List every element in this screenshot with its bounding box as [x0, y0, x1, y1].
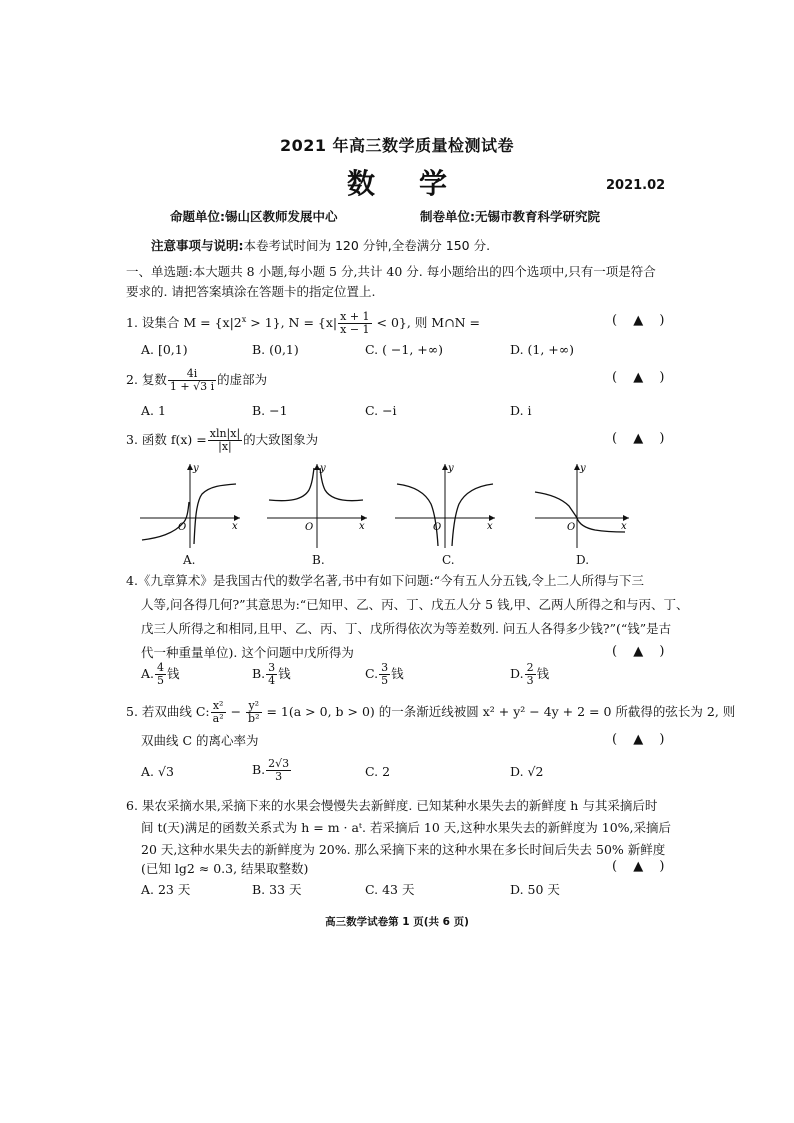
- q3-graph-c: [393, 462, 503, 550]
- question-4-line1: 4.《九章算术》是我国古代的数学名著,书中有如下问题:“今有五人分五钱,令上二人所得与下三: [126, 573, 644, 588]
- q4b-denominator: 4: [268, 674, 276, 687]
- q3b-x-label: x: [359, 521, 365, 532]
- q5-numerator-2: y²: [246, 700, 261, 713]
- notice-label: 注意事项与说明:: [151, 238, 244, 253]
- q1-option-c: C. ( −1, +∞): [365, 342, 444, 357]
- q2-text-pre: 2. 复数: [126, 372, 167, 387]
- question-6-line1: 6. 果农采摘水果,采摘下来的水果会慢慢失去新鲜度. 已知某种水果失去的新鲜度 h 与其采摘后时: [126, 798, 658, 813]
- q6-answer-mark: ( ▲ ): [612, 859, 671, 874]
- q4a-unit: 钱: [167, 666, 180, 681]
- q1-denominator: x − 1: [340, 323, 370, 337]
- question-6-line3: 20 天,这种水果失去的新鲜度为 20%. 那么采摘下来的这种水果在多长时间后失去 50% 新鲜度: [141, 842, 666, 857]
- q1-option-a: A. [0,1): [141, 342, 188, 357]
- q5-fraction-2: [246, 700, 261, 725]
- page-footer: 高三数学试卷第 1 页(共 6 页): [325, 916, 469, 928]
- q2-text-post: 的虚部为: [217, 372, 268, 387]
- q4-option-c: [365, 662, 404, 687]
- q3d-y-label: y: [580, 463, 586, 474]
- q3a-x-label: x: [232, 521, 238, 532]
- q5-answer-mark: ( ▲ ): [612, 732, 671, 747]
- q1-option-d: D. (1, +∞): [510, 342, 575, 357]
- q4-answer-mark: ( ▲ ): [612, 644, 671, 659]
- q2-option-b: B. −1: [252, 403, 288, 418]
- q5-option-a: A. √3: [141, 764, 174, 779]
- q4c-fraction: [379, 662, 390, 687]
- q4c-unit: 钱: [391, 666, 404, 681]
- question-4-line3: 戊三人所得之和相同,且甲、乙、丙、丁、戊所得依次为等差数列. 问五人各得多少钱?”(“钱”是古: [141, 621, 672, 636]
- q3-graph-d-label: D.: [576, 553, 590, 567]
- q4a-numerator: 4: [157, 661, 165, 674]
- q4-option-b: [252, 662, 291, 687]
- q3-answer-mark: ( ▲ ): [612, 431, 671, 446]
- q4b-fraction: [266, 662, 277, 687]
- q5-text-post: = 1(a > 0, b > 0) 的一条渐近线被圆 x² + y² − 4y + 2 = 0 所截得的弦长为 2, 则: [262, 704, 736, 719]
- q4-option-a: [141, 662, 180, 687]
- q2-answer-mark: ( ▲ ): [612, 370, 671, 385]
- question-3: [126, 428, 318, 453]
- q3b-y-label: y: [320, 463, 326, 474]
- q6-option-a: A. 23 天: [141, 882, 191, 897]
- q5-minus: −: [226, 704, 246, 719]
- q1-text-post: < 0}, 则 M∩N =: [372, 315, 480, 331]
- q4b-numerator: 3: [268, 661, 276, 674]
- q6-option-d: D. 50 天: [510, 882, 560, 897]
- section-heading-line2: 要求的. 请把答案填涂在答题卡的指定位置上.: [126, 284, 376, 299]
- q1-answer-mark: ( ▲ ): [612, 313, 671, 328]
- q1-numerator: x + 1: [340, 310, 370, 324]
- q2-option-a: A. 1: [141, 403, 166, 418]
- q2-option-c: C. −i: [365, 403, 397, 418]
- q4b-label: B.: [252, 666, 266, 681]
- question-2: [126, 368, 267, 393]
- notice: [151, 236, 490, 254]
- q3c-origin-label: O: [433, 522, 442, 533]
- q1-sup: x: [241, 315, 247, 324]
- q3d-origin-label: O: [567, 522, 576, 533]
- q1-option-b: B. (0,1): [252, 342, 299, 357]
- q6-option-b: B. 33 天: [252, 882, 302, 897]
- question-4-line4: 代一种重量单位). 这个问题中戊所得为: [141, 645, 354, 660]
- q3c-y-label: y: [448, 463, 454, 474]
- q5-text-pre: 5. 若双曲线 C:: [126, 704, 210, 719]
- q2-option-d: D. i: [510, 403, 532, 418]
- q1-fraction: [338, 311, 371, 336]
- q5-denominator-2: b²: [248, 712, 260, 725]
- q4a-label: A.: [141, 666, 155, 681]
- question-5-line1: [126, 700, 735, 725]
- q4d-numerator: 2: [526, 661, 534, 674]
- q4d-denominator: 3: [526, 674, 534, 687]
- q3-graph-c-label: C.: [442, 553, 455, 567]
- question-4-line2: 人等,问各得几何?”其意思为:“已知甲、乙、丙、丁、戊五人分 5 钱,甲、乙两人所得之和与丙、丁、: [141, 597, 689, 612]
- q3-text-post: 的大致图象为: [243, 432, 319, 447]
- q5-option-b: [252, 758, 292, 783]
- q3-graph-a: [138, 462, 248, 550]
- q4a-fraction: [155, 662, 166, 687]
- question-6-line4: (已知 lg2 ≈ 0.3, 结果取整数): [141, 861, 309, 876]
- exam-title: 2021 年高三数学质量检测试卷: [279, 136, 515, 155]
- q3c-x-label: x: [487, 521, 493, 532]
- q5b-fraction: [266, 758, 291, 783]
- q2-numerator: 4i: [168, 368, 216, 381]
- question-5-line2: 双曲线 C 的离心率为: [141, 733, 259, 748]
- question-6-line2: 间 t(天)满足的函数关系式为 h = m · aᵗ. 若采摘后 10 天,这种水果失去的新鲜度为 10%,采摘后: [141, 820, 672, 835]
- q3-graph-a-label: A.: [183, 553, 196, 567]
- q3-numerator: xln|x|: [209, 427, 241, 440]
- q4a-denominator: 5: [157, 674, 165, 687]
- q5-fraction-1: [211, 700, 226, 725]
- question-1: [126, 310, 480, 336]
- section-heading-line1: 一、单选题:本大题共 8 小题,每小题 5 分,共计 40 分. 每小题给出的四个选项中,只有一项是符合: [126, 264, 656, 279]
- q5-numerator-1: x²: [211, 700, 226, 713]
- q5-denominator-1: a²: [212, 712, 224, 725]
- q2-fraction: [168, 368, 216, 393]
- q1-text-mid: > 1}, N = {x|: [246, 315, 338, 331]
- q5b-denominator: 3: [275, 770, 283, 783]
- q4d-label: D.: [510, 666, 524, 681]
- q3d-x-label: x: [621, 521, 627, 532]
- q4d-unit: 钱: [536, 666, 550, 681]
- q5-option-d: D. √2: [510, 764, 544, 779]
- q4c-denominator: 5: [381, 674, 389, 687]
- q3a-origin-label: O: [178, 522, 187, 533]
- q4-option-d: [510, 662, 549, 687]
- subject-title: 数学: [346, 167, 491, 200]
- q4c-numerator: 3: [381, 661, 389, 674]
- q5b-numerator: 2√3: [268, 757, 290, 770]
- q5-option-c: C. 2: [365, 764, 391, 779]
- q3-graph-d: [533, 462, 633, 550]
- notice-text: 本卷考试时间为 120 分钟,全卷满分 150 分.: [243, 238, 491, 253]
- q3-graph-b-label: B.: [312, 553, 325, 567]
- q6-option-c: C. 43 天: [365, 882, 415, 897]
- exam-date: 2021.02: [606, 178, 666, 193]
- q3a-y-label: y: [193, 463, 199, 474]
- print-unit: 制卷单位:无锡市教育科学研究院: [420, 209, 600, 224]
- q3-text-pre: 3. 函数 f(x) =: [126, 432, 207, 447]
- q3-graph-b: [265, 462, 375, 550]
- author-unit: 命题单位:锡山区教师发展中心: [170, 209, 338, 224]
- q5b-label: B.: [252, 762, 266, 777]
- q4d-fraction: [525, 662, 536, 687]
- q3b-origin-label: O: [305, 522, 314, 533]
- q4b-unit: 钱: [278, 666, 291, 681]
- q4c-label: C.: [365, 666, 379, 681]
- q3-fraction: [208, 428, 242, 453]
- q1-text-pre: 1. 设集合 M = {x|2: [126, 315, 242, 331]
- q2-denominator: 1 + √3 i: [169, 380, 215, 393]
- q3-denominator: |x|: [218, 440, 232, 453]
